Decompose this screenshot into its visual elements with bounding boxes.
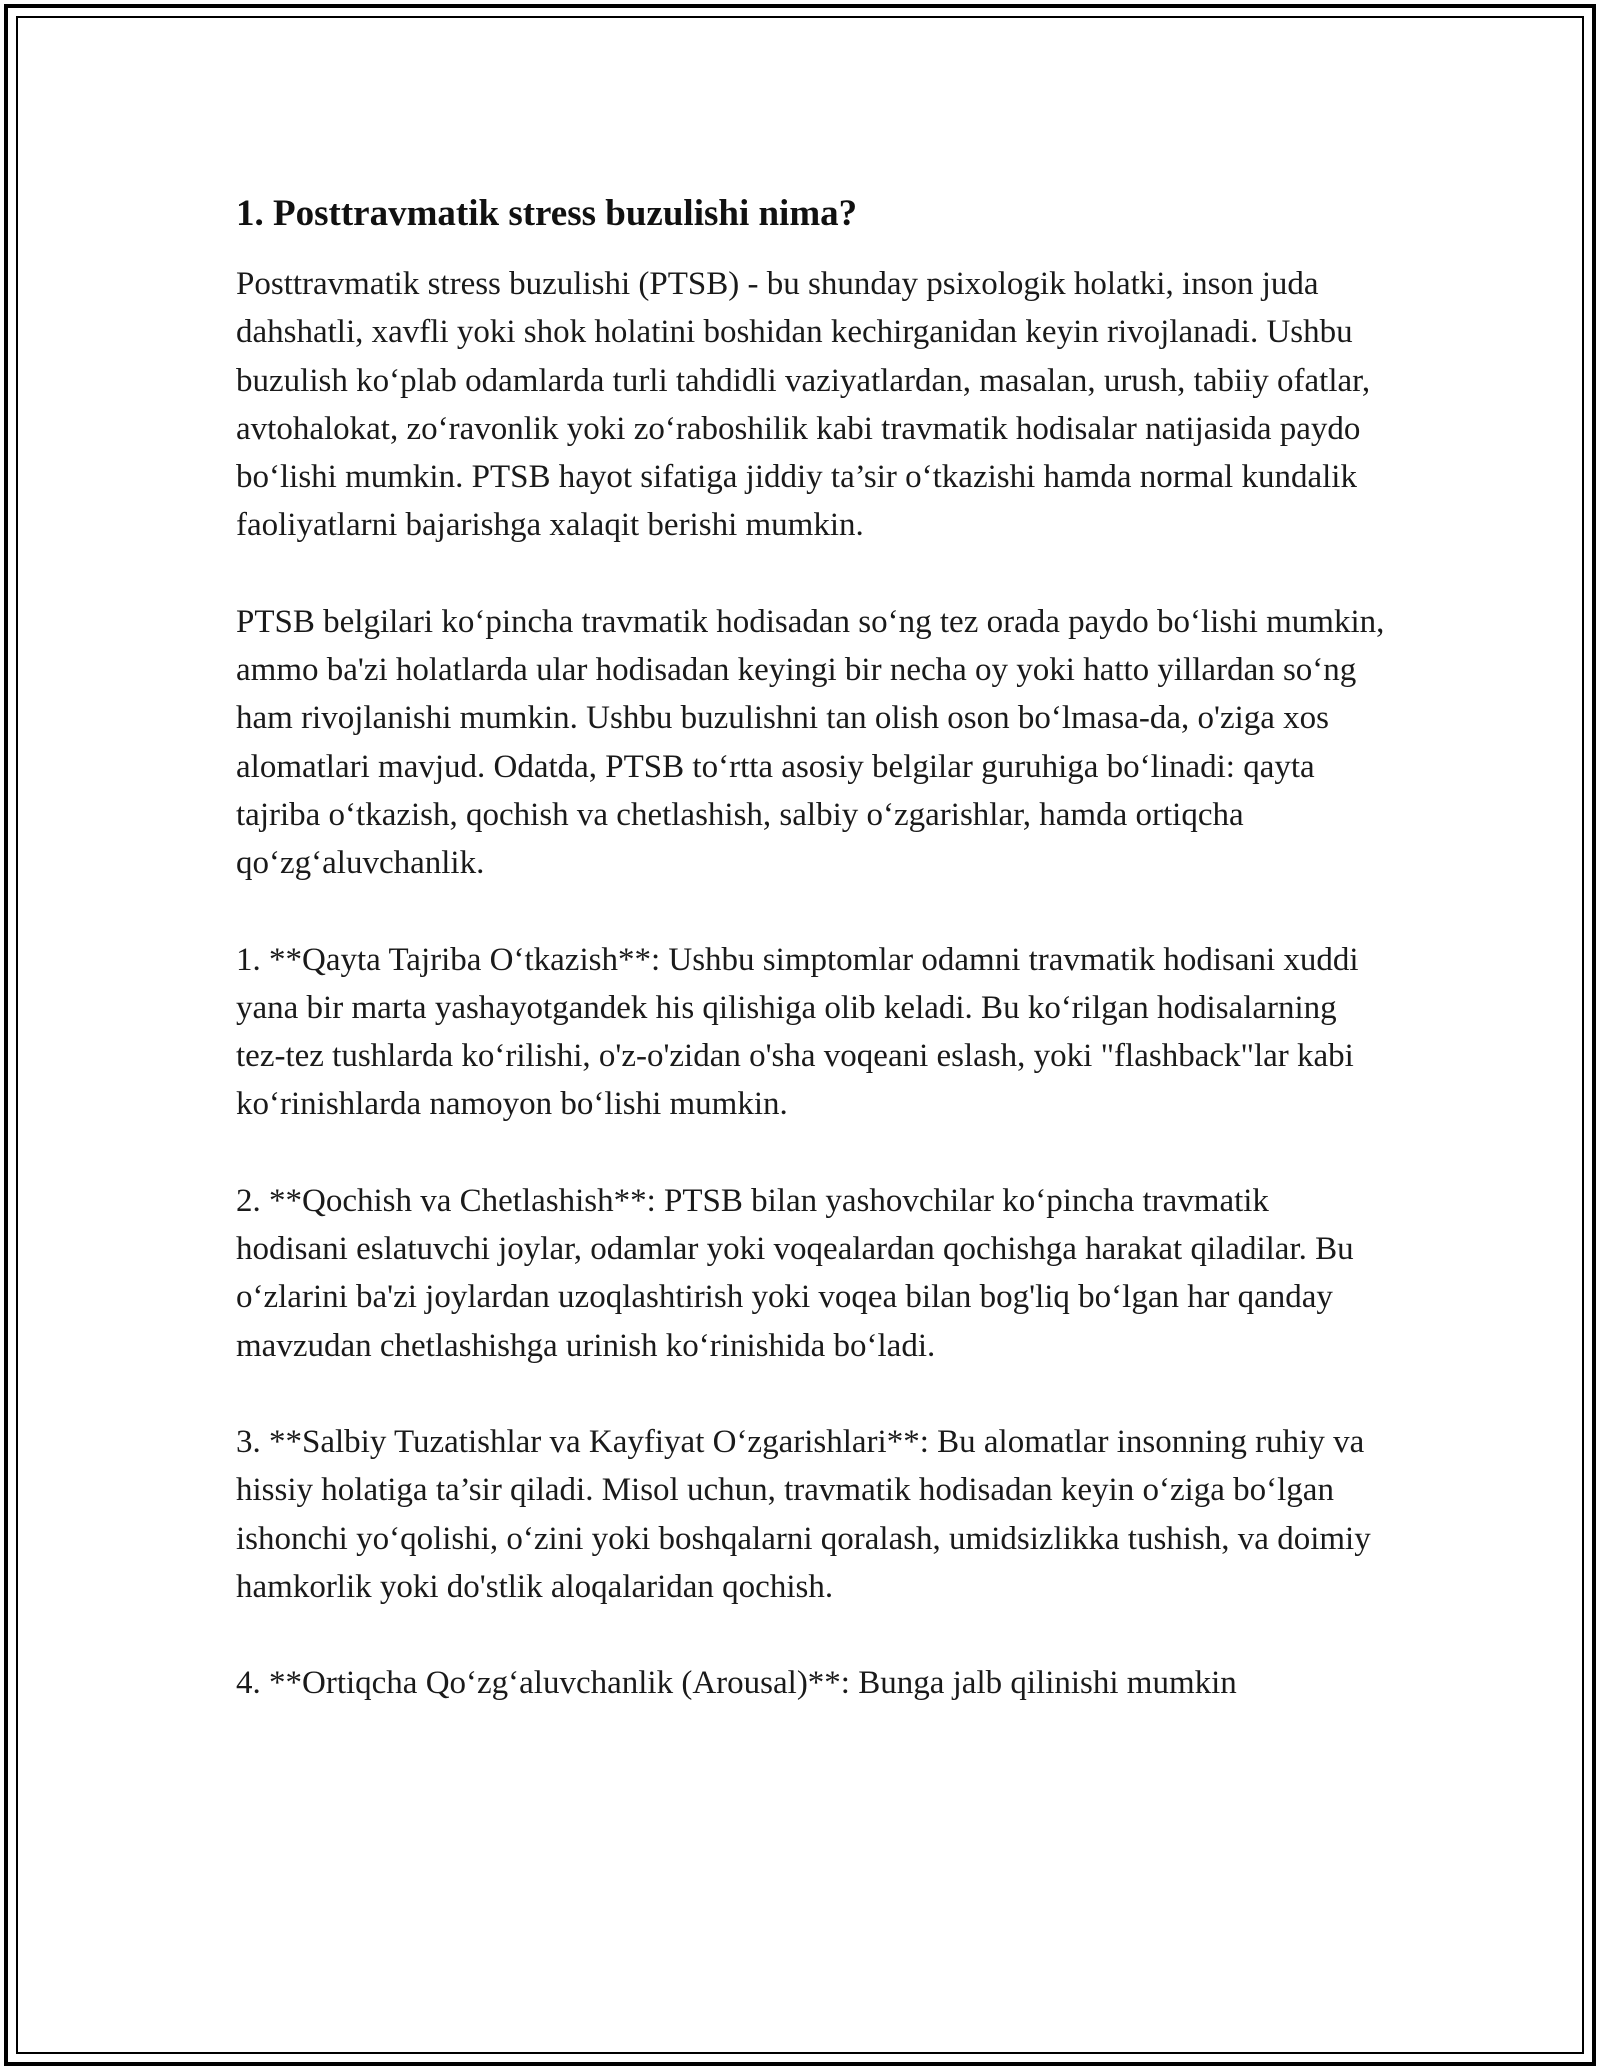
paragraph-intro: Posttravmatik stress buzulishi (PTSB) - bu shunday psixologik holatki, inson juda dahshatli, xavfli yoki shok holatini boshidan kechirganidan keyin rivojlanadi. Ushbu buzulish ko‘plab odamlarda turli tahdidli vaziyatlardan, masalan, urush, tabiiy ofatlar, avtohalokat, zo‘ravonlik yoki zo‘raboshilik kabi travmatik hodisalar natijasida paydo bo‘lishi mumkin. PTSB hayot sifatiga jiddiy ta’sir o‘tkazishi hamda normal kundalik faoliyatlarni bajarishga xalaqit berishi mumkin.: [236, 266, 1371, 544]
paragraph-avoidance: 2. **Qochish va Chetlashish**: PTSB bilan yashovchilar ko‘pincha travmatik hodisani eslatuvchi joylar, odamlar yoki voqealardan qochishga harakat qiladilar. Bu o‘zlarini ba'zi joylardan uzoqlashtirish yoki voqea bilan bog'liq bo‘lgan har qanday mavzudan chetlashishga urinish ko‘rinishida bo‘ladi.: [236, 1182, 1354, 1364]
paragraph-reexperiencing: 1. **Qayta Tajriba O‘tkazish**: Ushbu simptomlar odamni travmatik hodisani xuddi yana bir marta yashayotgandek his qilishiga olib keladi. Bu ko‘rilgan hodisalarning tez-tez tushlarda ko‘rilishi, o'z-o'zidan o'sha voqeani eslash, yoki "flashback"lar kabi ko‘rinishlarda namoyon bo‘lishi mumkin.: [236, 941, 1359, 1123]
paragraph-arousal: 4. **Ortiqcha Qo‘zg‘aluvchanlik (Arousal)**: Bunga jalb qilinishi mumkin: [236, 1665, 1237, 1702]
document-page: [236, 188, 1386, 1707]
paragraph-negative-changes: 3. **Salbiy Tuzatishlar va Kayfiyat O‘zgarishlari**: Bu alomatlar insonning ruhiy va hissiy holatiga ta’sir qiladi. Misol uchun, travmatik hodisadan keyin o‘ziga bo‘lgan ishonchi yo‘qolishi, o‘zini yoki boshqalarni qoralash, umidsizlikka tushish, va doimiy hamkorlik yoki do'stlik aloqalaridan qochish.: [236, 1423, 1371, 1605]
paragraph-symptoms-overview: PTSB belgilari ko‘pincha travmatik hodisadan so‘ng tez orada paydo bo‘lishi mumkin, ammo ba'zi holatlarda ular hodisadan keyingi bir necha oy yoki hatto yillardan so‘ng ham rivojlanishi mumkin. Ushbu buzulishni tan olish oson bo‘lmasa-da, o'ziga xos alomatlari mavjud. Odatda, PTSB to‘rtta asosiy belgilar guruhiga bo‘linadi: qayta tajriba o‘tkazish, qochish va chetlashish, salbiy o‘zgarishlar, hamda ortiqcha qo‘zg‘aluvchanlik.: [236, 603, 1385, 882]
section-heading: 1. Posttravmatik stress buzulishi nima?: [236, 193, 858, 234]
